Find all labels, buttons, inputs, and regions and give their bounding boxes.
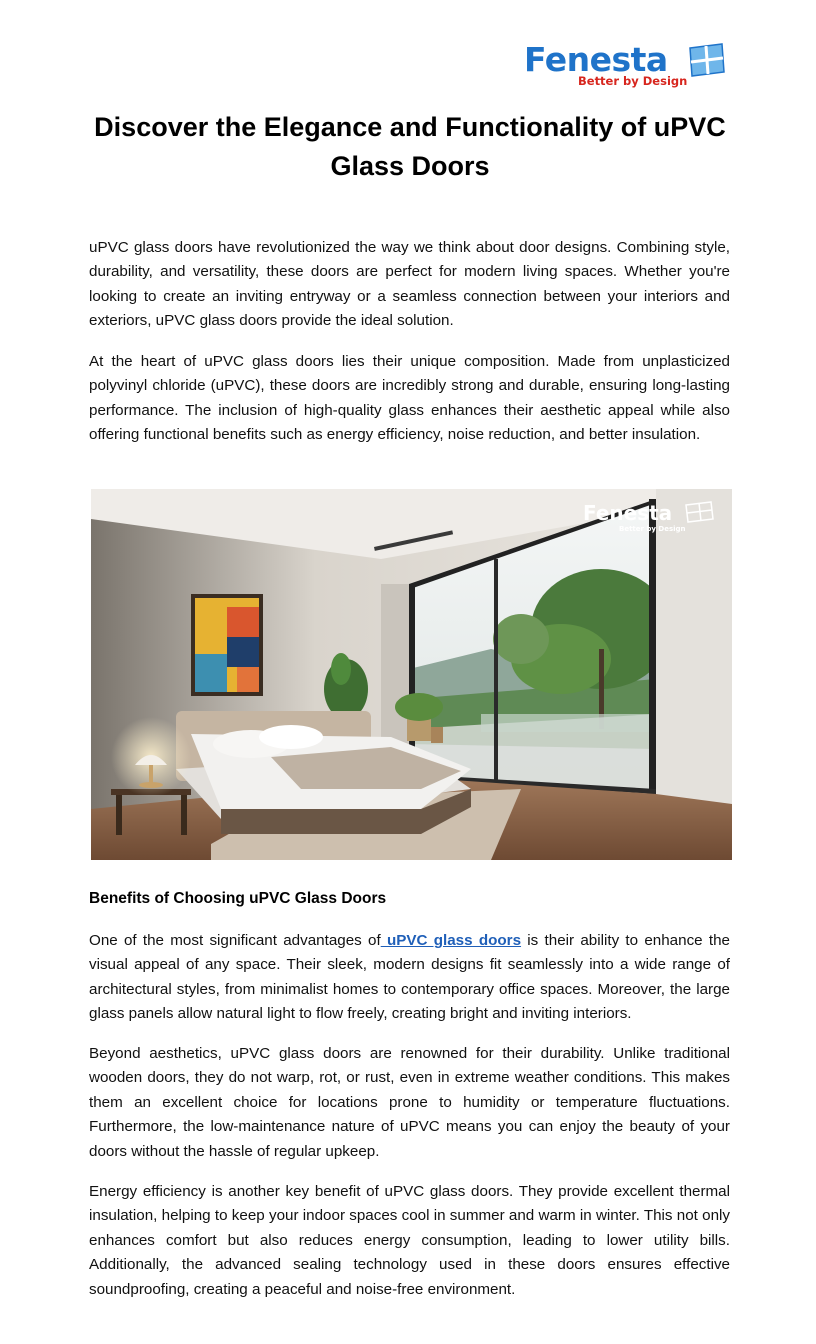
benefit-paragraph-2: Beyond aesthetics, uPVC glass doors are renowned for their durability. Unlike traditional wooden doors, they do not warp, rot, or rust, even in extreme weather conditions. This makes them an excellent choice for locations prone to humidity or temperature fluctuations. Furthermore, the low-maintenance nature of uPVC means you can enjoy the beauty of your doors without the hassle of regular upkeep. <box>89 1045 730 1160</box>
photo-watermark-tagline: Better by Design <box>619 525 686 533</box>
intro-paragraph-1: uPVC glass doors have revolutionized the way we think about door designs. Combining style, durability, and versatility, these doors are perfect for modern living spaces. Whether you're looking to create an inviting entryway or a seamless connection between your interiors and exteriors, uPVC glass doors provide the ideal solution. <box>89 239 730 330</box>
bedroom-photo <box>91 489 732 860</box>
photo-watermark-brand: Fenesta <box>583 501 673 525</box>
page-title: Discover the Elegance and Functionality of uPVC Glass Doors <box>94 112 726 181</box>
intro-paragraph-2: At the heart of uPVC glass doors lies their unique composition. Made from unplasticized polyvinyl chloride (uPVC), these doors are incredibly strong and durable, ensuring long-lasting performance. The inclusion of high-quality glass enhances their aesthetic appeal while also offering functional benefits such as energy efficiency, noise reduction, and better insulation. <box>89 353 730 444</box>
benefit-paragraph-1 <box>89 929 730 1027</box>
logo-tagline: Better by Design <box>578 74 688 88</box>
benefit-paragraph-3: Energy efficiency is another key benefit of uPVC glass doors. They provide excellent thermal insulation, helping to keep your indoor spaces cool in summer and warm in winter. This not only enhances comfort but also reduces energy consumption, leading to lower utility bills. Additionally, the advanced sealing technology used in these doors ensures effective soundproofing, creating a peaceful and noise-free environment. <box>89 1183 730 1298</box>
logo-wordmark: Fenesta <box>524 40 668 79</box>
upvc-glass-doors-link[interactable]: uPVC glass doors <box>380 932 522 949</box>
benefit-text-before-link: One of the most significant advantages of <box>89 932 381 949</box>
window-cross-icon <box>684 42 728 78</box>
fenesta-logo <box>524 40 728 90</box>
benefit-text-after-link: is their ability to enhance the visual appeal of any space. Their sleek, modern designs fit seamlessly into a wide range of architectural styles, from minimalist homes to contemporary office spaces. Moreover, the large glass panels allow natural light to flow freely, creating bright and inviting interiors. <box>89 932 730 1023</box>
benefits-heading: Benefits of Choosing uPVC Glass Doors <box>89 890 387 907</box>
